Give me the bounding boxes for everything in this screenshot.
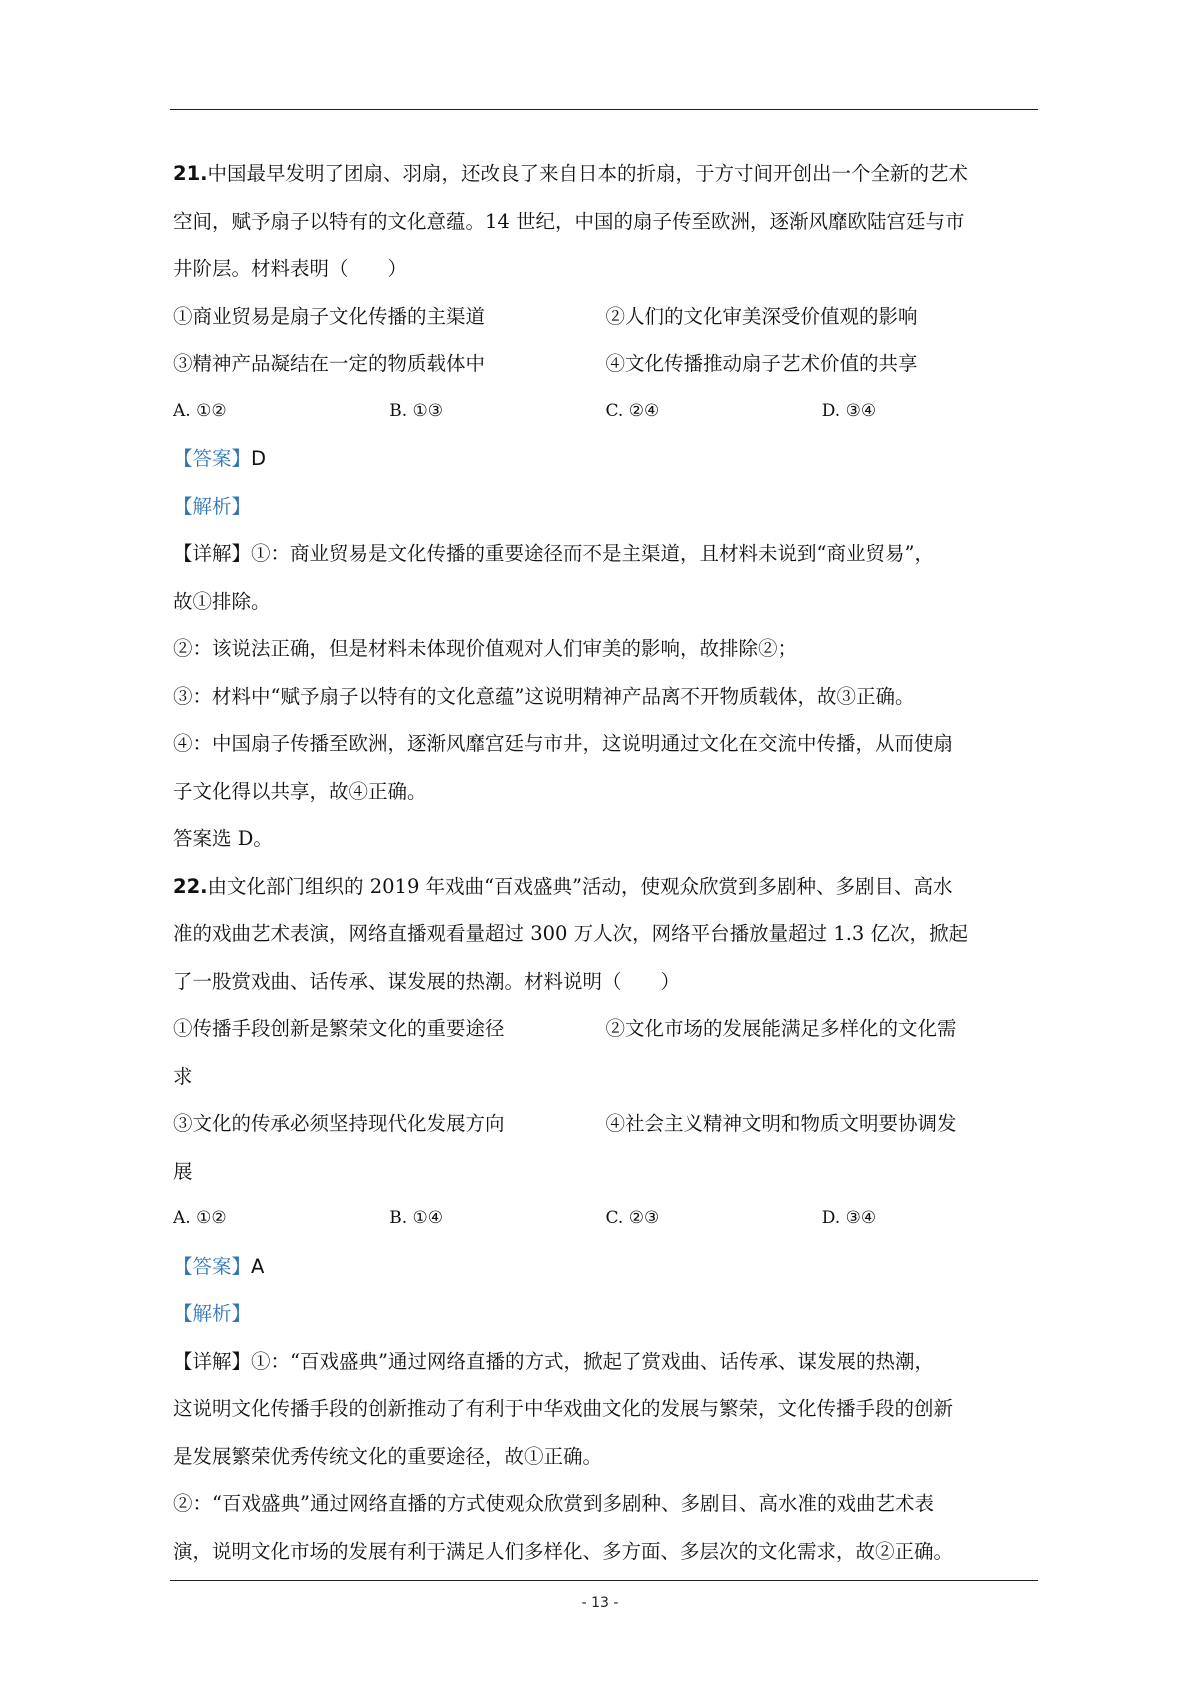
question-stem-line: 空间，赋予扇子以特有的文化意蕴。14 世纪，中国的扇子传至欧洲，逐渐风靡欧陆宫廷与市	[173, 209, 965, 233]
answer-line	[173, 435, 1038, 483]
detail-line: 演，说明文化市场的发展有利于满足人们多样化、多方面、多层次的文化需求，故②正确。	[173, 1539, 954, 1563]
option-wrap: 求	[173, 1064, 193, 1088]
choice-d: D. ③④	[821, 400, 877, 421]
question-stem-line: 准的戏曲艺术表演，网络直播观看量超过 300 万人次，网络平台播放量超过 1.3 亿次，掀起	[173, 922, 969, 945]
choice-a: A. ①②	[173, 400, 227, 421]
question-number: 22.	[173, 874, 208, 898]
answer-tag: 【答案】	[173, 1254, 252, 1278]
option-row	[173, 293, 1038, 341]
detail-line: 答案选 D。	[173, 827, 273, 850]
option-item: ①传播手段创新是繁荣文化的重要途径	[173, 1017, 505, 1040]
answer-value: A	[251, 1254, 265, 1278]
choice-b: B. ①④	[389, 1208, 444, 1228]
footer-rule	[170, 1580, 1038, 1581]
analysis-tag: 【解析】	[173, 494, 252, 518]
choice-c: C. ②④	[605, 400, 660, 421]
option-row	[173, 1005, 1038, 1053]
question-stem-line: 了一股赏戏曲、话传承、谋发展的热潮。材料说明（ ）	[173, 969, 681, 993]
option-item: ④社会主义精神文明和物质文明要协调发	[605, 1112, 957, 1135]
detail-line: 子文化得以共享，故④正确。	[173, 779, 427, 803]
option-item: ②人们的文化审美深受价值观的影响	[605, 304, 918, 328]
question-number: 21.	[173, 162, 208, 185]
choice-b: B. ①③	[389, 400, 444, 421]
option-item: ③文化的传承必须坚持现代化发展方向	[173, 1112, 505, 1135]
answer-line	[173, 1243, 1038, 1291]
option-wrap: 展	[173, 1159, 193, 1183]
detail-line: ②：“百戏盛典”通过网络直播的方式使观众欣赏到多剧种、多剧目、高水准的戏曲艺术表	[173, 1492, 934, 1515]
option-item: ④文化传播推动扇子艺术价值的共享	[605, 352, 918, 375]
question-21	[173, 150, 1038, 863]
detail-line: 是发展繁荣优秀传统文化的重要途径，故①正确。	[173, 1444, 603, 1468]
question-22	[173, 863, 1038, 1576]
option-row	[173, 1100, 1038, 1148]
page-content	[173, 150, 1038, 1575]
detail-line: ③：材料中“赋予扇子以特有的文化意蕴”这说明精神产品离不开物质载体，故③正确。	[173, 684, 915, 708]
analysis-line	[173, 1290, 1038, 1338]
option-item: ③精神产品凝结在一定的物质载体中	[173, 352, 486, 375]
choice-c: C. ②③	[605, 1208, 660, 1228]
detail-line: 【详解】①：商业贸易是文化传播的重要途径而不是主渠道，且材料未说到“商业贸易”，	[173, 542, 934, 565]
detail-line: 这说明文化传播手段的创新推动了有利于中华戏曲文化的发展与繁荣，文化传播手段的创新	[173, 1397, 954, 1420]
choice-row	[173, 388, 1038, 436]
choice-row	[173, 1195, 1038, 1243]
question-stem-line: 22.由文化部门组织的 2019 年戏曲“百戏盛典”活动，使观众欣赏到多剧种、多剧目、高水	[173, 874, 953, 898]
detail-line: ②：该说法正确，但是材料未体现价值观对人们审美的影响，故排除②；	[173, 637, 798, 660]
choice-d: D. ③④	[821, 1208, 877, 1228]
choice-a: A. ①②	[173, 1208, 227, 1228]
option-item: ①商业贸易是扇子文化传播的主渠道	[173, 304, 486, 328]
option-row	[173, 340, 1038, 388]
answer-tag: 【答案】	[173, 447, 252, 470]
detail-line: ④：中国扇子传播至欧洲，逐渐风靡宫廷与市井，这说明通过文化在交流中传播，从而使扇	[173, 732, 954, 755]
detail-line: 【详解】①：“百戏盛典”通过网络直播的方式，掀起了赏戏曲、话传承、谋发展的热潮，	[173, 1349, 934, 1373]
header-rule	[170, 109, 1038, 110]
answer-value: D	[251, 447, 267, 470]
question-stem-line: 井阶层。材料表明（ ）	[173, 257, 408, 280]
page-number: - 13 -	[581, 1595, 619, 1611]
option-item: ②文化市场的发展能满足多样化的文化需	[605, 1017, 957, 1040]
question-stem-line: 21.中国最早发明了团扇、羽扇，还改良了来自日本的折扇，于方寸间开创出一个全新的艺术	[173, 162, 969, 185]
analysis-line	[173, 483, 1038, 531]
detail-line: 故①排除。	[173, 589, 271, 613]
analysis-tag: 【解析】	[173, 1302, 252, 1325]
